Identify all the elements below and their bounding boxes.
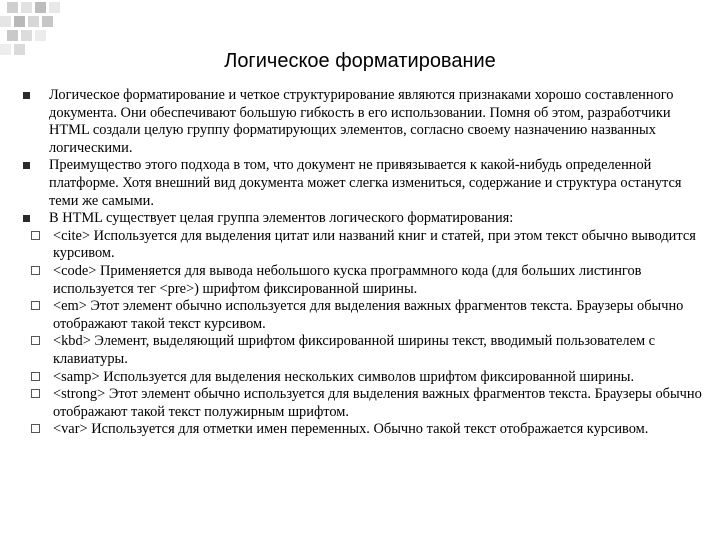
deco-square — [28, 16, 39, 27]
deco-square — [35, 30, 46, 41]
deco-square — [0, 16, 11, 27]
sub-list-item — [22, 421, 714, 439]
deco-square — [49, 2, 60, 13]
square-bullet-icon — [23, 215, 30, 222]
checkbox-square-icon — [31, 231, 40, 240]
tag-name: <samp> — [53, 368, 100, 385]
slide-title: Логическое форматирование — [224, 50, 496, 72]
tag-name: <em> — [53, 298, 87, 315]
deco-square — [21, 30, 32, 41]
deco-square — [42, 16, 53, 27]
bullet-item — [22, 87, 714, 157]
sub-list-item — [22, 298, 714, 333]
tag-name: <cite> — [53, 227, 91, 244]
tag-name: <code> — [53, 262, 97, 279]
deco-square — [21, 2, 32, 13]
tag-name: <kbd> — [53, 333, 91, 350]
sub-item-text: Этот элемент обычно используется для выделения важных фрагментов текста. Браузеры обычно отображают такой текст полужирным шрифтом. — [53, 386, 702, 420]
sub-list-item — [22, 263, 714, 298]
deco-square — [7, 2, 18, 13]
sub-item-text: Элемент, выделяющий шрифтом фиксированной ширины текст, вводимый пользователем с клавиатуры. — [53, 333, 656, 367]
bullet-text: В HTML существует целая группа элементов логического форматирования: — [49, 210, 514, 227]
deco-square — [35, 2, 46, 13]
checkbox-square-icon — [31, 336, 40, 345]
checkbox-square-icon — [31, 301, 40, 310]
deco-square — [14, 16, 25, 27]
tag-name: <var> — [53, 421, 88, 438]
bullet-text: Логическое форматирование и четкое структурирование являются признаками хорошо составленного документа. Они обеспечивают большую гибкость в его использовании. Помня об этом, разработчики HTML создали целую группу форматирующих элементов, согласно своему назначению названных логическими. — [49, 87, 674, 156]
square-bullet-icon — [23, 162, 30, 169]
tag-name: <strong> — [53, 386, 106, 403]
decorative-squares-pattern — [0, 0, 720, 52]
bullet-item — [22, 157, 714, 210]
sub-list-item — [22, 228, 714, 263]
checkbox-square-icon — [31, 424, 40, 433]
deco-square — [7, 30, 18, 41]
slide-body — [22, 87, 714, 439]
sub-list-item — [22, 333, 714, 368]
sub-list-item — [22, 369, 714, 387]
sub-list-item — [22, 386, 714, 421]
square-bullet-icon — [23, 92, 30, 99]
sub-item-text: Используется для выделения цитат или названий книг и статей, при этом текст обычно выводится курсивом. — [53, 227, 696, 262]
checkbox-square-icon — [31, 372, 40, 381]
checkbox-square-icon — [31, 266, 40, 275]
bullet-item — [22, 210, 714, 228]
sub-list — [22, 228, 714, 439]
sub-item-text: Используется для выделения нескольких символов шрифтом фиксированной ширины. — [99, 368, 635, 385]
sub-item-text: Применяется для вывода небольшого куска программного кода (для больших листингов используется тег <pre>) шрифтом фиксированной ширины. — [53, 262, 642, 297]
checkbox-square-icon — [31, 389, 40, 398]
sub-item-text: Этот элемент обычно используется для выделения важных фрагментов текста. Браузеры обычно отображают такой текст курсивом. — [53, 298, 684, 332]
bullet-text: Преимущество этого подхода в том, что документ не привязывается к какой-нибудь определенной платформе. Хотя внешний вид документа может слегка измениться, содержание и структура останутся теми же самыми. — [49, 157, 682, 209]
sub-item-text: Используется для отметки имен переменных. Обычно такой текст отображается курсивом. — [87, 421, 649, 438]
